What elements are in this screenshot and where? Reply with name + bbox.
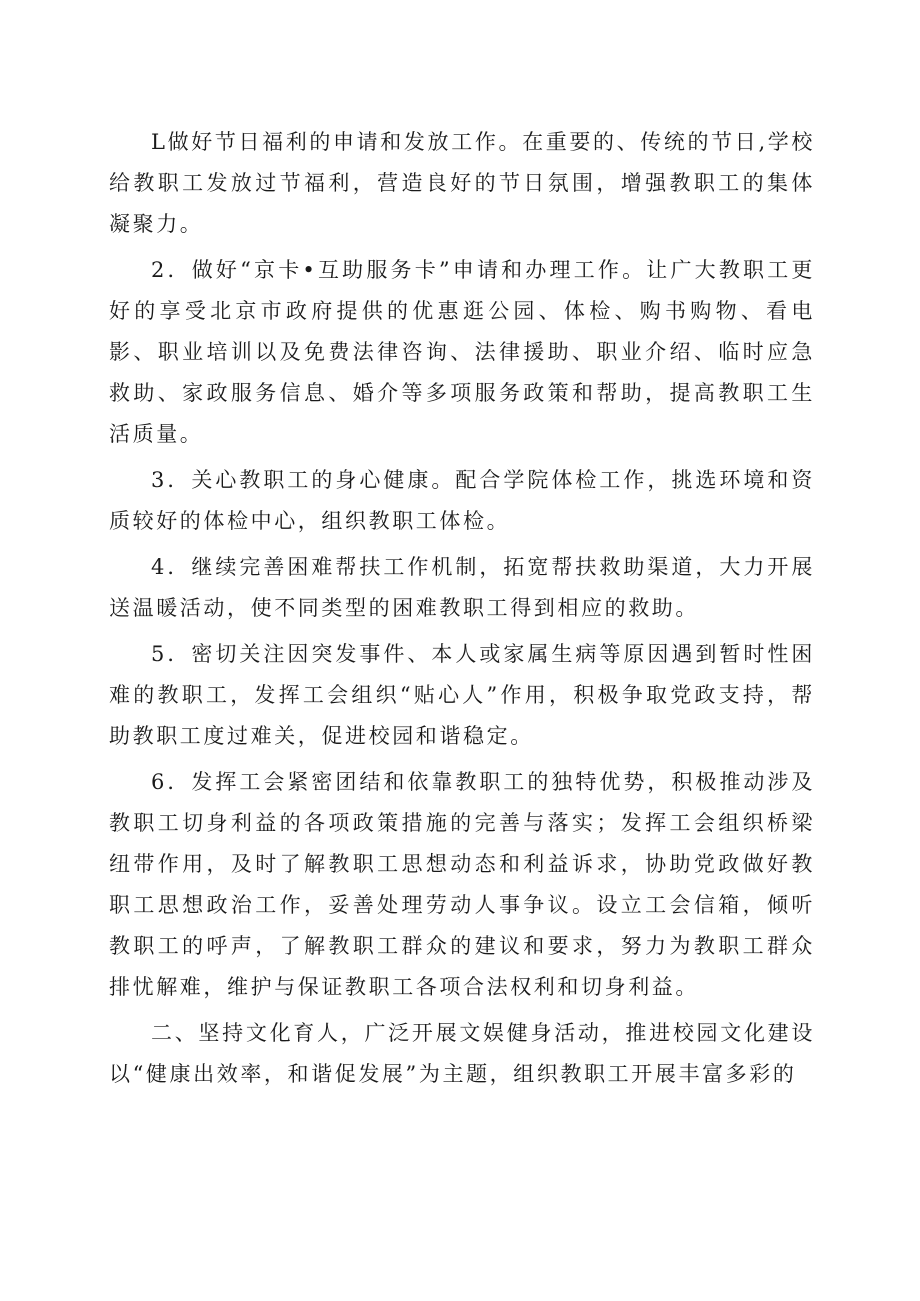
paragraph-beijing-card: 2．做好“京卡•互助服务卡”申请和办理工作。让广大教职工更好的享受北京市政府提供的优惠逛公园、体检、购书购物、看电影、职业培训以及免费法律咨询、法律援助、职业介绍、临时应急救助、家政服务信息、婚介等多项服务政策和帮助，提高教职工生活质量。 bbox=[109, 258, 815, 446]
document-body bbox=[109, 122, 815, 1095]
paragraph-union-advantages: 6．发挥工会紧密团结和依靠教职工的独特优势，积极推动涉及教职工切身利益的各项政策措施的完善与落实；发挥工会组织桥梁纽带作用，及时了解教职工思想动态和利益诉求，协助党政做好教职工思想政治工作，妥善处理劳动人事争议。设立工会信箱，倾听教职工的呼声，了解教职工群众的建议和要求，努力为教职工群众排忧解难，维护与保证教职工各项合法权利和切身利益。 bbox=[109, 770, 815, 999]
paragraph-hardship-support: 5．密切关注因突发事件、本人或家属生病等原因遇到暂时性困难的教职工，发挥工会组织“贴心人”作用，积极争取党政支持，帮助教职工度过难关，促进校园和谐稳定。 bbox=[109, 642, 815, 748]
paragraph-section-two-heading: 二、坚持文化育人，广泛开展文娱健身活动，推进校园文化建设以“健康出效率，和谐促发展”为主题，组织教职工开展丰富多彩的 bbox=[109, 1021, 815, 1086]
paragraph-assistance-mechanism: 4．继续完善困难帮扶工作机制，拓宽帮扶救助渠道，大力开展送温暖活动，使不同类型的困难教职工得到相应的救助。 bbox=[109, 555, 815, 620]
paragraph-benefits: L做好节日福利的申请和发放工作。在重要的、传统的节日,学校给教职工发放过节福利，营造良好的节日氛围，增强教职工的集体凝聚力。 bbox=[109, 130, 815, 236]
paragraph-health-check: 3．关心教职工的身心健康。配合学院体检工作，挑选环境和资质较好的体检中心，组织教职工体检。 bbox=[109, 468, 815, 533]
